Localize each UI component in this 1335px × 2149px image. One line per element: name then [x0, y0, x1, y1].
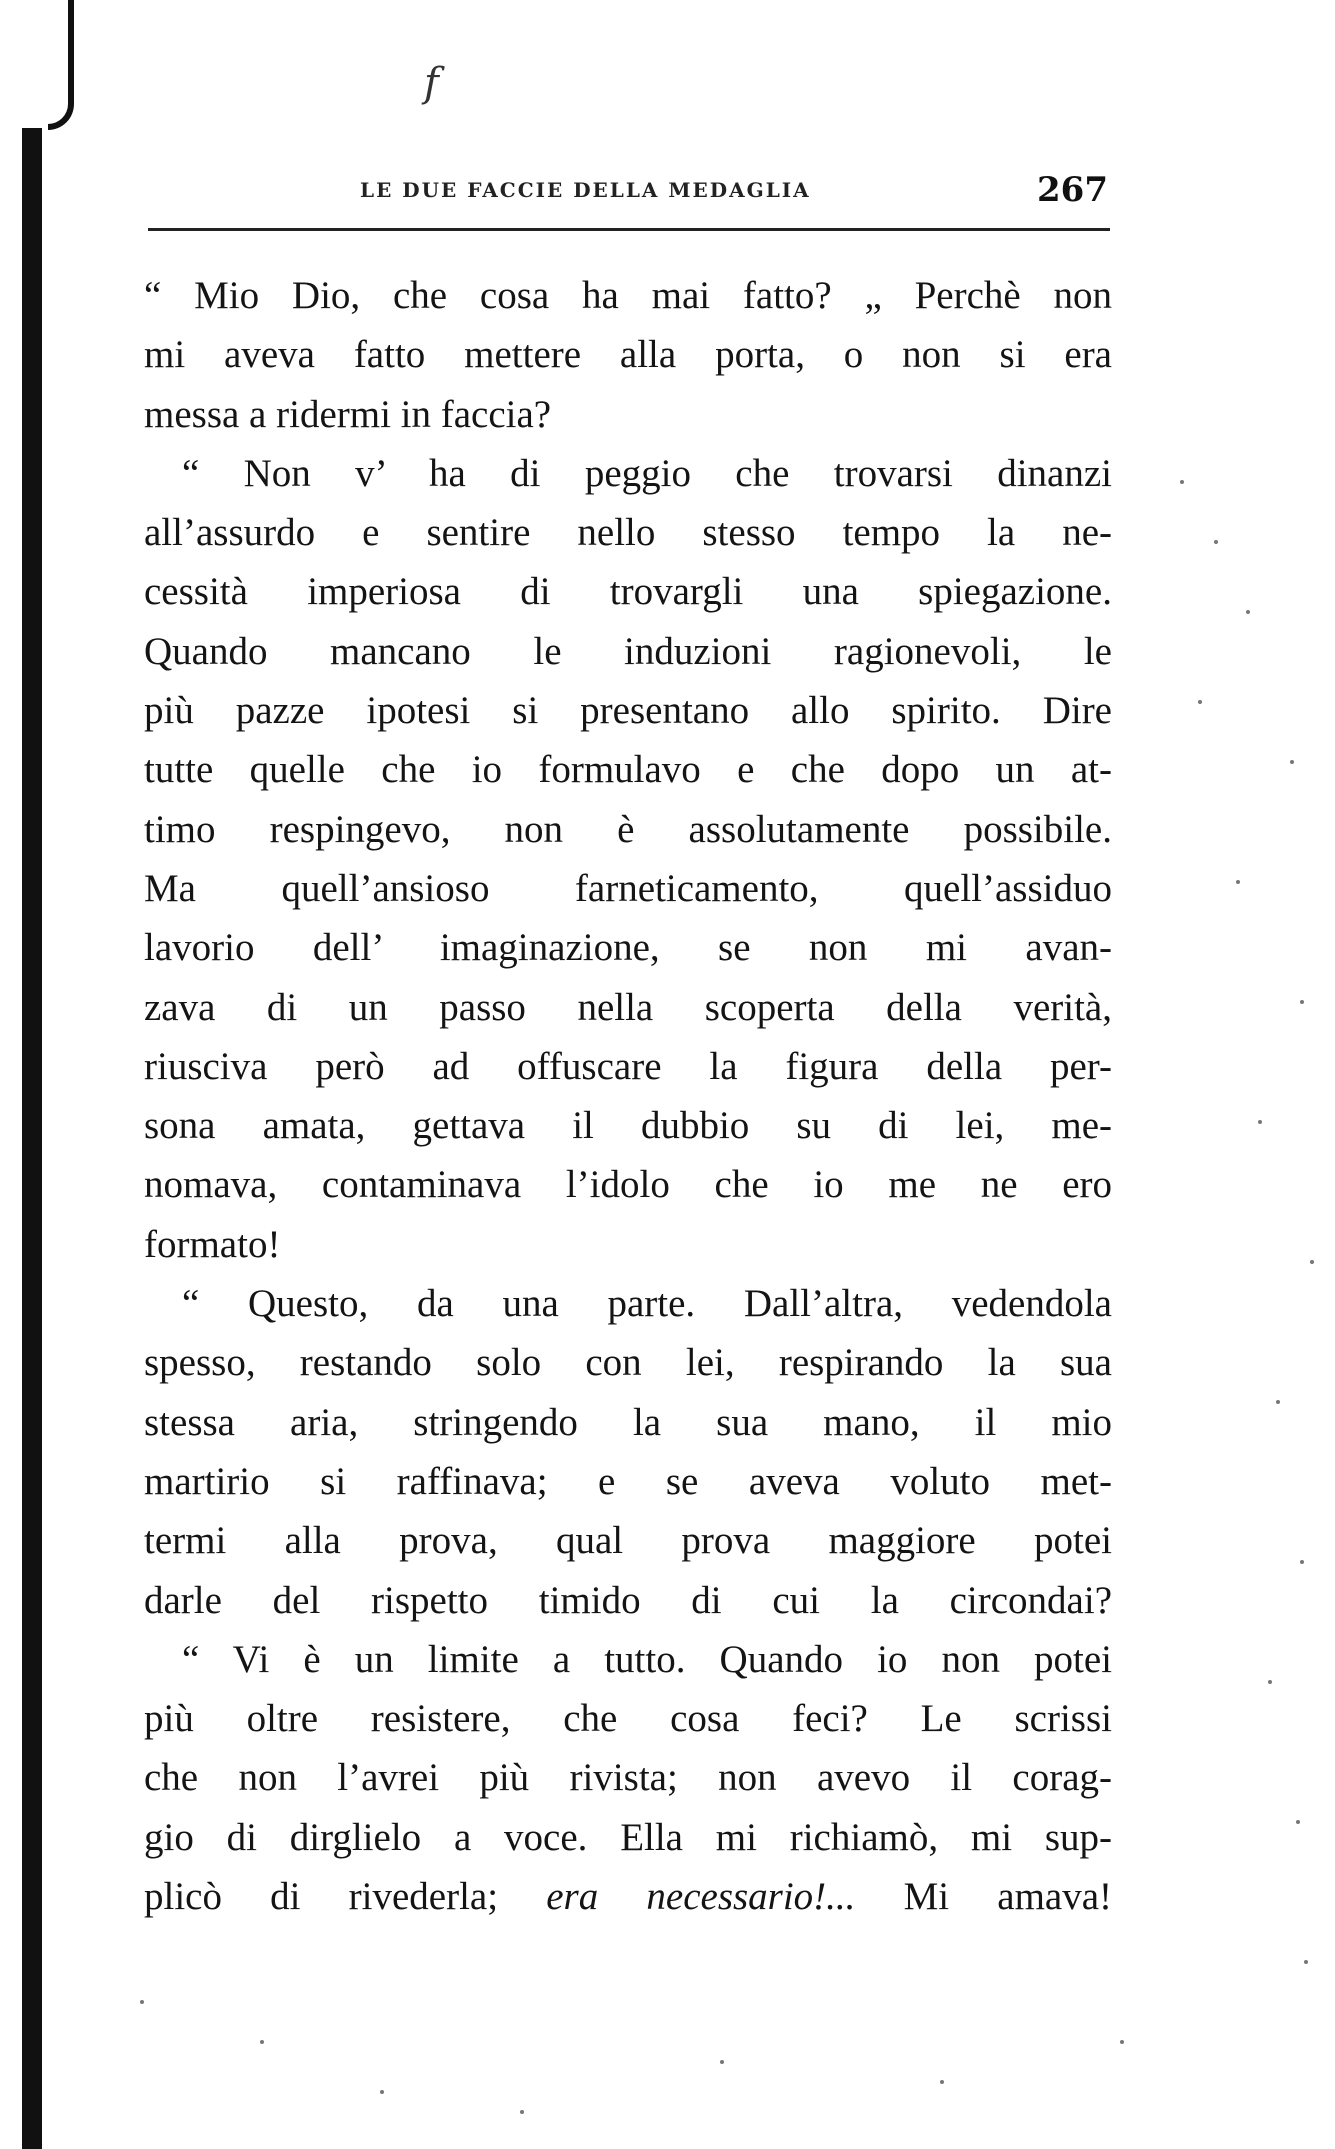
- page-number: 267: [1037, 170, 1108, 210]
- scan-speck: [380, 2090, 384, 2094]
- text-line: stessa aria, stringendo la sua mano, il mio: [144, 1400, 1112, 1444]
- scan-speck: [1276, 1400, 1280, 1404]
- text-line: sona amata, gettava il dubbio su di lei, me-: [144, 1104, 1112, 1148]
- text-line: lavorio dell’ imaginazione, se non mi avan-: [144, 926, 1112, 970]
- text-line: cessità imperiosa di trovargli una spiegazione.: [144, 570, 1112, 614]
- body-text: [144, 266, 1112, 1926]
- text-line: timo respingevo, non è assolutamente possibile.: [144, 807, 1112, 851]
- text-line: “ Mio Dio, che cosa ha mai fatto? „ Perchè non: [144, 274, 1112, 317]
- text-line: più pazze ipotesi si presentano allo spirito. Dire: [144, 689, 1112, 733]
- text-line: tutte quelle che io formulavo e che dopo un at-: [144, 748, 1112, 792]
- scan-speck: [1296, 1820, 1300, 1824]
- scan-speck: [1300, 1560, 1304, 1564]
- scan-speck: [520, 2110, 524, 2114]
- text-line: “ Questo, da una parte. Dall’altra, vedendola: [182, 1282, 1112, 1326]
- scan-speck: [1198, 700, 1202, 704]
- text-line: “ Vi è un limite a tutto. Quando io non potei: [182, 1637, 1112, 1681]
- text-line-last: [144, 1867, 1112, 1926]
- text-line: “ Non v’ ha di peggio che trovarsi dinanzi: [182, 451, 1112, 495]
- text-line: termi alla prova, qual prova maggiore potei: [144, 1519, 1112, 1563]
- scan-speck: [1120, 2040, 1124, 2044]
- binding-curl: [48, 0, 74, 130]
- text-line: Ma quell’ansioso farneticamento, quell’assiduo: [144, 866, 1112, 910]
- text-line: darle del rispetto timido di cui la circondai?: [144, 1578, 1112, 1622]
- scan-speck: [1290, 760, 1294, 764]
- scan-speck: [140, 2000, 144, 2004]
- text-line: zava di un passo nella scoperta della verità,: [144, 985, 1112, 1029]
- text-line: spesso, restando solo con lei, respirando la sua: [144, 1341, 1112, 1385]
- scan-speck: [940, 2080, 944, 2084]
- scan-speck: [1304, 1960, 1308, 1964]
- text-line: più oltre resistere, che cosa feci? Le scrissi: [144, 1697, 1112, 1741]
- text-line: mi aveva fatto mettere alla porta, o non si era: [144, 333, 1112, 377]
- header-rule: [148, 228, 1110, 231]
- text-segment: plicò di rivederla;: [144, 1875, 499, 1919]
- scan-speck: [1268, 1680, 1272, 1684]
- text-line: messa a ridermi in faccia?: [144, 392, 552, 436]
- text-line: martirio si raffinava; e se aveva voluto met-: [144, 1459, 1112, 1503]
- text-line: gio di dirglielo a voce. Ella mi richiamò, mi sup-: [144, 1815, 1112, 1859]
- text-line: Quando mancano le induzioni ragionevoli, le: [144, 629, 1112, 673]
- italic-phrase: era necessario!...: [546, 1875, 856, 1919]
- scan-speck: [1180, 480, 1184, 484]
- running-head: [148, 170, 1108, 212]
- scan-speck: [1258, 1120, 1262, 1124]
- text-line: che non l’avrei più rivista; non avevo il corag-: [144, 1756, 1112, 1800]
- scan-speck: [1236, 880, 1240, 884]
- text-line: formato!: [144, 1222, 281, 1266]
- book-spine-edge: [22, 128, 42, 2149]
- text-line: all’assurdo e sentire nello stesso tempo la ne-: [144, 511, 1112, 555]
- scan-speck: [1214, 540, 1218, 544]
- scan-speck: [1246, 610, 1250, 614]
- text-line: nomava, contaminava l’idolo che io me ne ero: [144, 1163, 1112, 1207]
- scan-speck: [1300, 1000, 1304, 1004]
- scan-speck: [1310, 1260, 1314, 1264]
- running-title: LE DUE FACCIE DELLA MEDAGLIA: [360, 178, 811, 202]
- page-mark: f: [424, 60, 439, 106]
- text-segment: Mi amava!: [903, 1875, 1113, 1919]
- scan-speck: [260, 2040, 264, 2044]
- scan-speck: [720, 2060, 724, 2064]
- text-line: riusciva però ad offuscare la figura della per-: [144, 1044, 1112, 1088]
